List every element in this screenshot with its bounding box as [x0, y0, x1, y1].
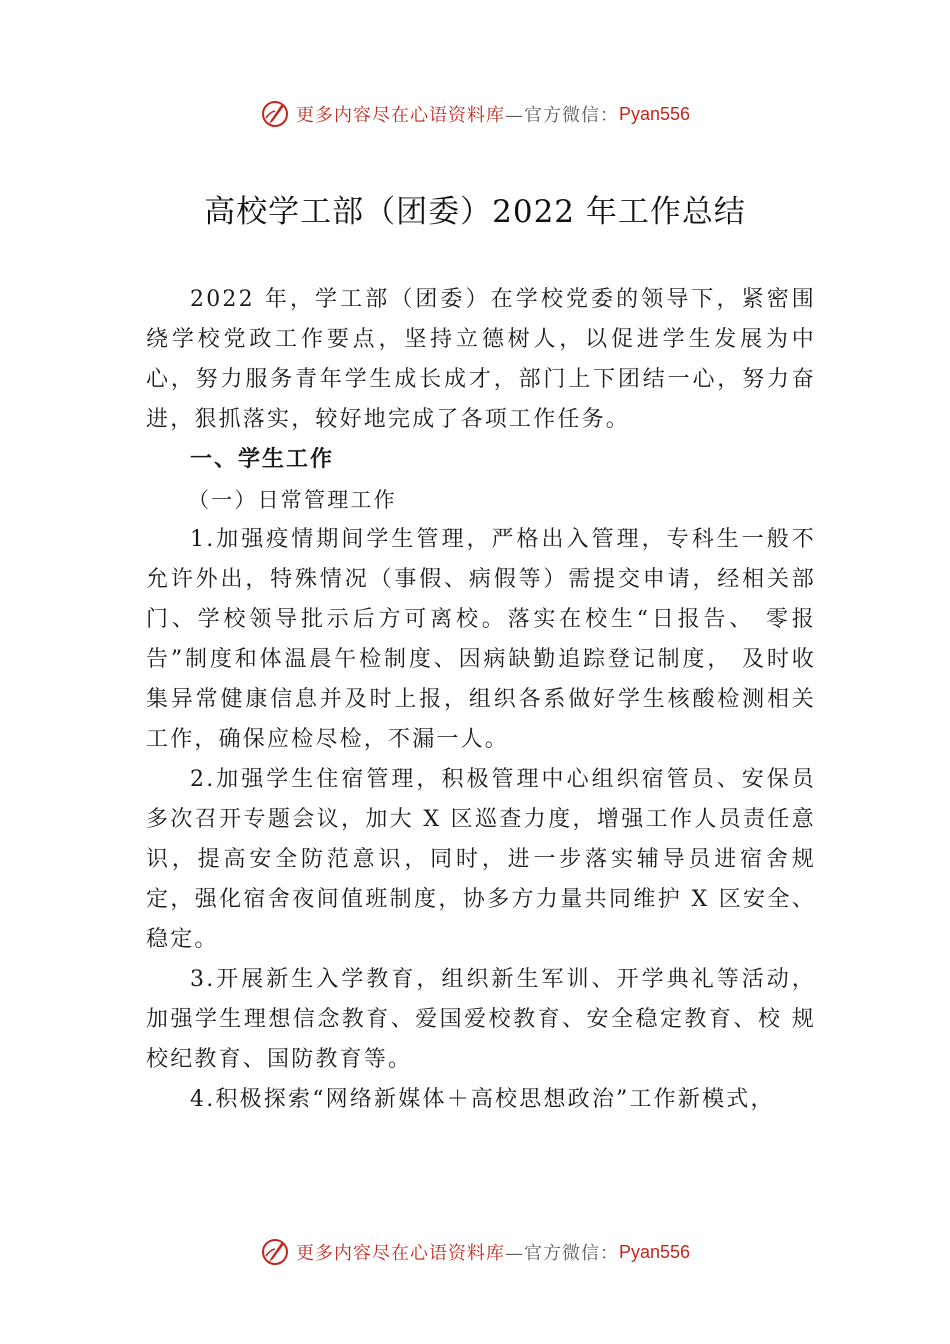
watermark-text: 更多内容尽在心语资料库 [295, 1243, 505, 1264]
watermark-banner-top [0, 96, 950, 132]
watermark-text: 更多内容尽在心语资料库 [295, 105, 505, 126]
document-title: 高校学工部（团委）2022 年工作总结 [204, 194, 746, 230]
quill-pen-logo-icon [260, 99, 290, 129]
subsection-heading: （一）日常管理工作 [188, 488, 397, 512]
item-paragraph-2: 2.加强学生住宿管理，积极管理中心组织宿管员、安保员多次召开专题会议，加大 X 区巡查力度，增强工作人员责任意识，提高安全防范意识，同时，进一步落实辅导员进宿舍规定，强化宿舍夜间值班制度，协多方力量共同维护 X 区安全、稳定。 [146, 767, 816, 952]
intro-paragraph: 2022 年，学工部（团委）在学校党委的领导下，紧密围绕学校党政工作要点，坚持立德树人，以促进学生发展为中心，努力服务青年学生成长成才，部门上下团结一心，努力奋进，狠抓落实，较好地完成了各项工作任务。 [146, 287, 816, 432]
watermark-wechat-id: Pyan556 [618, 103, 691, 124]
watermark-banner-bottom [0, 1234, 950, 1270]
quill-pen-logo-icon [260, 1237, 290, 1267]
document-body [146, 280, 816, 1120]
item-paragraph-1: 1.加强疫情期间学生管理，严格出入管理，专科生一般不允许外出，特殊情况（事假、病假等）需提交申请，经相关部门、学校领导批示后方可离校。落实在校生“日报告、 零报告”制度和体温晨午检制度、因病缺勤追踪登记制度， 及时收集异常健康信息并及时上报，组织各系做好学生核酸检测相关工作，确保应检尽检，不漏一人。 [146, 527, 816, 752]
watermark-wechat-label: —官方微信： [504, 1243, 619, 1264]
watermark-wechat-label: —官方微信： [504, 105, 619, 126]
watermark-wechat-id: Pyan556 [618, 1241, 691, 1262]
section-heading: 一、学生工作 [190, 447, 335, 472]
item-paragraph-3: 3.开展新生入学教育，组织新生军训、开学典礼等活动，加强学生理想信念教育、爱国爱校教育、安全稳定教育、校 规校纪教育、国防教育等。 [146, 967, 816, 1072]
item-paragraph-4: 4.积极探索“网络新媒体＋高校思想政治”工作新模式， [190, 1087, 775, 1112]
